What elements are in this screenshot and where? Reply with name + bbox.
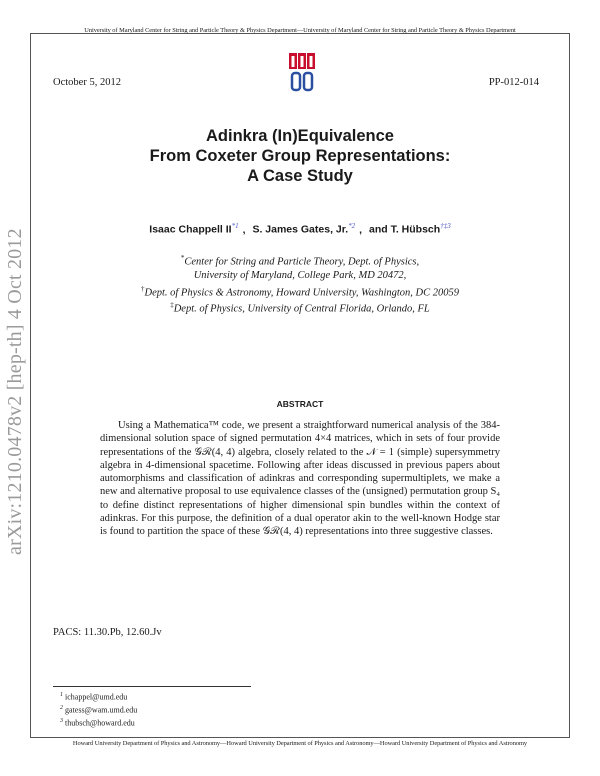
title-line-2: From Coxeter Group Representations: [149,147,451,165]
paper-title [100,126,500,186]
bottom-banner: Howard University Department of Physics and Astronomy—Howard University Department of Physics and Astronomy—Howard University Department of Physics and Astronomy [72,740,528,747]
arxiv-stamp: arXiv:1210.0478v2 [hep-th] 4 Oct 2012 [4,228,26,555]
affiliation-3 [70,299,530,316]
abstract-body [100,419,500,539]
abstract-heading: ABSTRACT [276,399,324,409]
footnote: $^2$ gatess@wam.umd.edu [60,705,138,715]
footnote-email: ichappel@umd.edu [65,692,128,702]
affiliation-mark: * [180,254,185,262]
title-line-1: Adinkra (In)Equivalence [206,127,394,145]
author-name: S. James Gates, Jr. [252,223,349,236]
affiliation-mark: † [140,285,145,293]
author-name: and T. Hübsch [369,223,441,236]
author-list: Isaac Chappell II$^{*1}$ , S. James Gates, Jr.$^{*2}$ , and T. Hübsch$^{\dagger\ddagger 3}$ [149,222,451,236]
top-banner: University of Maryland Center for String and Particle Theory & Physics Department—University of Maryland Center for String and Particle Theory & Physics Department [84,27,516,34]
date: October 5, 2012 [53,77,121,88]
footnote-rule [53,686,251,687]
title-line-3: A Case Study [247,167,353,185]
pacs-codes: PACS: 11.30.Pb, 12.60.Jv [53,627,162,638]
affiliation-text: Dept. of Physics & Astronomy, Howard University, Washington, DC 20059 [144,287,459,299]
footnote-email: thubsch@howard.edu [65,718,135,728]
footnote: $^3$ thubsch@howard.edu [60,718,135,728]
author-name: Isaac Chappell II [149,223,232,236]
affiliation-text: Dept. of Physics, University of Central Florida, Orlando, FL [173,303,430,315]
affiliation-2 [70,283,530,300]
affiliation-1 [70,252,530,282]
affiliation-text: Center for String and Particle Theory, Dept. of Physics, [184,256,420,268]
author-marks: †‡3 [440,222,451,230]
abstract-text: Using a Mathematica™ code, we present a straightforward numerical analysis of the 384-dimensional solution space of signed permutation 4×4 matrices, which in sets of four provide representations of the 𝒢ℛ(4, 4) algebra, closely related to the 𝒩 = 1 (simple) supersymmetry algebra in 4-dimensional spacetime. Following after ideas discussed in previous papers about automorphisms and classification of adinkras and corresponding supermultiplets, we make a new and alternative proposal to use equivalence classes of the (unsigned) permutation group S₄ to define distinct representations of higher dimensional spin bundles within the context of adinkras. For this purpose, the definition of a dual operator akin to the well-known Hodge star is found to partition the space of these 𝒢ℛ(4, 4) representations into three suggestive classes. [100,420,500,538]
footnote-email: gatess@wam.umd.edu [65,705,138,715]
university-logo-icon [287,52,317,92]
author-marks: *2 [348,222,356,230]
report-number: PP-012-014 [488,77,539,88]
footnotes [60,690,137,729]
author-marks: *1 [231,222,239,230]
affiliation-mark: ‡ [170,301,174,309]
footnote: $^1$ ichappel@umd.edu [60,692,128,702]
affiliation-text: University of Maryland, College Park, MD 20472, [193,269,407,281]
